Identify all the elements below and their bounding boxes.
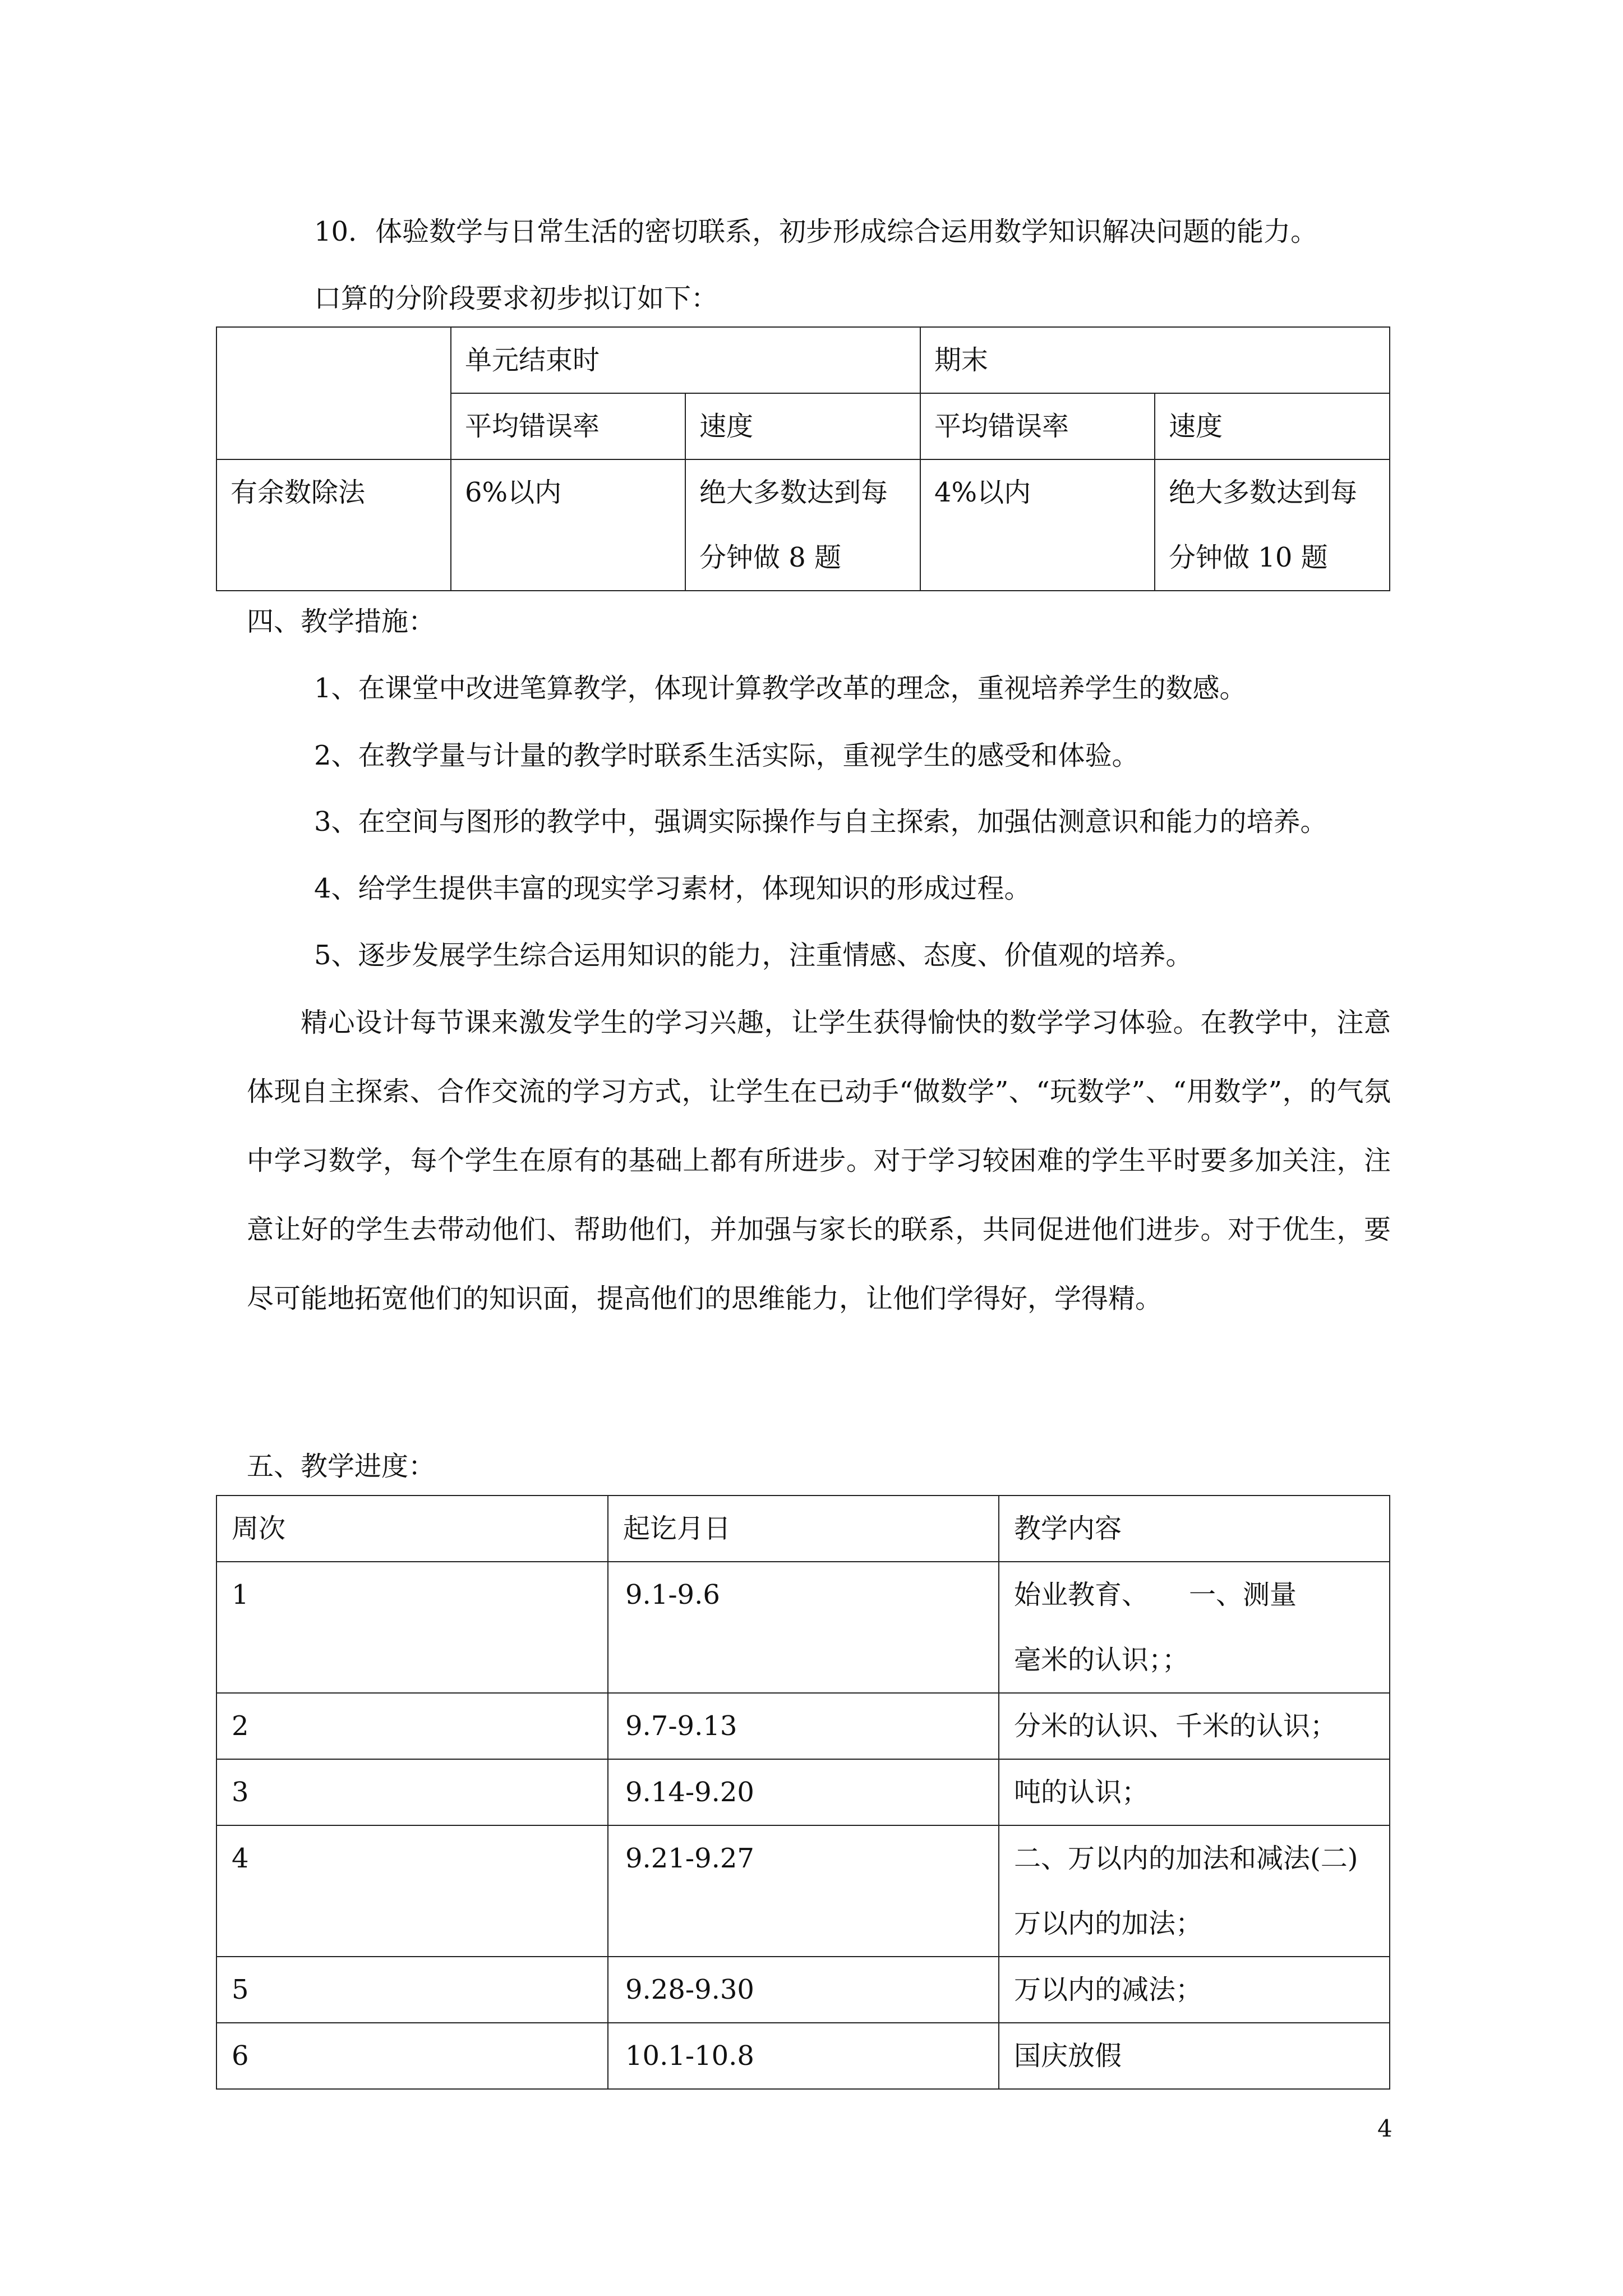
- measure-item: 1、在课堂中改进笔算教学，体现计算教学改革的理念，重视培养学生的数感。: [314, 673, 1247, 704]
- speed-line: 分钟做 10 题: [1169, 542, 1328, 573]
- week-cell: 3: [216, 1759, 608, 1825]
- item-10-text: 10．体验数学与日常生活的密切联系，初步形成综合运用数学知识解决问题的能力。: [314, 216, 1318, 247]
- table-row: [216, 2023, 1390, 2089]
- content-cell: 吨的认识；: [999, 1759, 1390, 1825]
- column-header-dates: 起讫月日: [608, 1496, 999, 1562]
- oral-calc-intro: 口算的分阶段要求初步拟订如下：: [314, 283, 718, 314]
- content-cell: 分米的认识、千米的认识；: [999, 1693, 1390, 1759]
- week-cell: 6: [216, 2023, 608, 2089]
- content-cell: [999, 1825, 1390, 1957]
- subheader-error-rate: 平均错误率: [451, 393, 685, 459]
- page-number: 4: [1377, 2115, 1393, 2142]
- dates-cell: 9.21-9.27: [608, 1825, 999, 1957]
- subheader-error-rate: 平均错误率: [920, 393, 1155, 459]
- measure-item: 3、在空间与图形的教学中，强调实际操作与自主探索，加强估测意识和能力的培养。: [314, 806, 1327, 838]
- column-header-content: 教学内容: [999, 1496, 1390, 1562]
- subheader-speed: 速度: [1155, 393, 1390, 459]
- measure-item: 2、在教学量与计量的教学时联系生活实际，重视学生的感受和体验。: [314, 740, 1139, 771]
- content-line: 始业教育、 一、测量: [1014, 1579, 1297, 1611]
- speed-line: 绝大多数达到每: [1169, 477, 1358, 508]
- dates-cell: 9.1-9.6: [608, 1562, 999, 1693]
- dates-cell: 9.28-9.30: [608, 1957, 999, 2023]
- subheader-speed: 速度: [685, 393, 920, 459]
- row-label: 有余数除法: [216, 459, 451, 591]
- measures-heading: 四、教学措施：: [247, 606, 436, 637]
- table-corner-cell: [216, 327, 451, 459]
- week-cell: 4: [216, 1825, 608, 1957]
- table-row: [216, 1759, 1390, 1825]
- content-cell: 国庆放假: [999, 2023, 1390, 2089]
- schedule-table: [216, 1495, 1390, 2090]
- table-row: [216, 1957, 1390, 2023]
- schedule-heading: 五、教学进度：: [247, 1451, 436, 1482]
- measures-paragraph: 精心设计每节课来激发学生的学习兴趣，让学生获得愉快的数学学习体验。在教学中，注意体现自主探索、合作交流的学习方式，让学生在已动手“做数学”、“玩数学”、“用数学”，的气氛中学习数学，每个学生在原有的基础上都有所进步。对于学习较困难的学生平时要多加关注，注意让好的学生去带动他们、帮助他们，并加强与家长的联系，共同促进他们进步。对于优生，要尽可能地拓宽他们的知识面，提高他们的思维能力，让他们学得好，学得精。: [247, 1007, 1391, 1314]
- week-cell: 5: [216, 1957, 608, 2023]
- dates-cell: 9.7-9.13: [608, 1693, 999, 1759]
- measure-item: 5、逐步发展学生综合运用知识的能力，注重情感、态度、价值观的培养。: [314, 940, 1193, 971]
- header-term-end: 期末: [920, 327, 1390, 393]
- content-line: 万以内的加法；: [1014, 1908, 1203, 1939]
- header-unit-end: 单元结束时: [451, 327, 920, 393]
- term-error-value: 4%以内: [920, 459, 1155, 591]
- content-cell: [999, 1562, 1390, 1693]
- speed-line: 绝大多数达到每: [699, 477, 888, 508]
- table-row: [216, 1825, 1390, 1957]
- unit-speed-value: [685, 459, 920, 591]
- dates-cell: 9.14-9.20: [608, 1759, 999, 1825]
- speed-line: 分钟做 8 题: [699, 542, 842, 573]
- unit-error-value: 6%以内: [451, 459, 685, 591]
- table-row: [216, 1562, 1390, 1693]
- column-header-week: 周次: [216, 1496, 608, 1562]
- measure-item: 4、给学生提供丰富的现实学习素材，体现知识的形成过程。: [314, 873, 1031, 904]
- table-row: [216, 1693, 1390, 1759]
- content-line: 毫米的认识；；: [1014, 1644, 1189, 1676]
- week-cell: 2: [216, 1693, 608, 1759]
- content-line: 二、万以内的加法和减法(二): [1014, 1843, 1358, 1874]
- content-cell: 万以内的减法；: [999, 1957, 1390, 2023]
- oral-calc-table: [216, 326, 1390, 591]
- dates-cell: 10.1-10.8: [608, 2023, 999, 2089]
- term-speed-value: [1155, 459, 1390, 591]
- week-cell: 1: [216, 1562, 608, 1693]
